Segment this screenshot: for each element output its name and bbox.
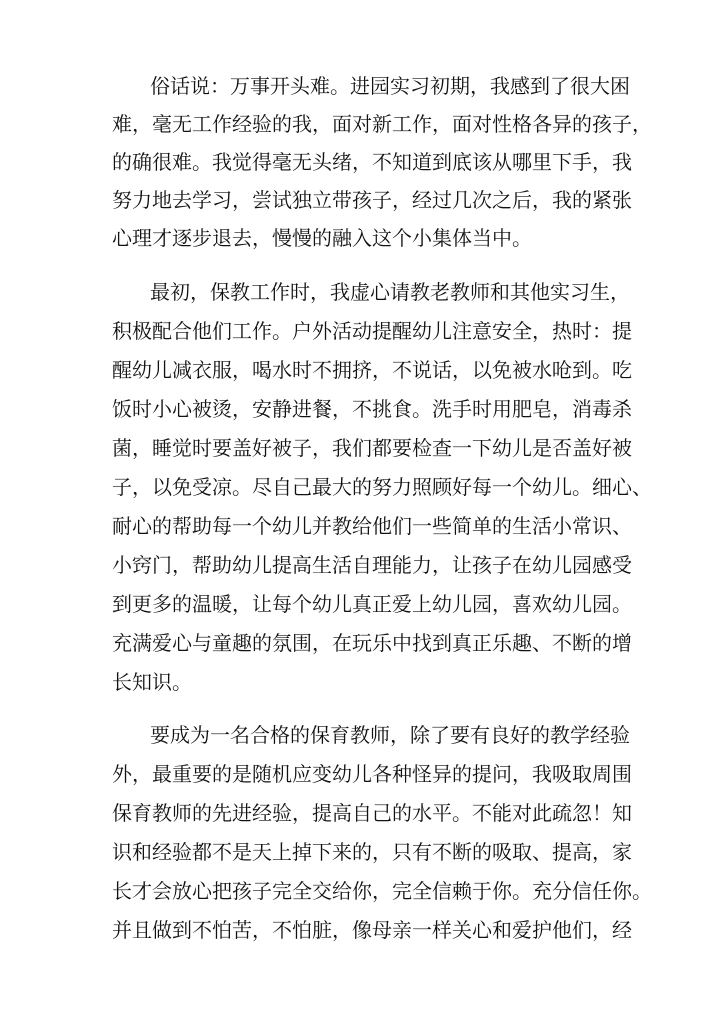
paragraph-line: 耐心的帮助每一个幼儿并教给他们一些简单的生活小常识、 xyxy=(112,514,632,538)
paragraph-line: 最初，保教工作时，我虚心请教老教师和其他实习生， xyxy=(150,280,630,304)
paragraph-line: 小窍门，帮助幼儿提高生活自理能力，让孩子在幼儿园感受 xyxy=(112,553,632,577)
paragraph-line: 保育教师的先进经验，提高自己的水平。不能对此疏忽！知 xyxy=(112,801,632,825)
paragraph-line: 积极配合他们工作。户外活动提醒幼儿注意安全，热时：提 xyxy=(112,319,632,343)
paragraph-line: 的确很难。我觉得毫无头绪，不知道到底该从哪里下手，我 xyxy=(112,150,632,174)
paragraph-line: 识和经验都不是天上掉下来的，只有不断的吸取、提高，家 xyxy=(112,840,632,864)
paragraph-line: 醒幼儿减衣服，喝水时不拥挤，不说话，以免被水呛到。吃 xyxy=(112,358,632,382)
paragraph-line: 努力地去学习，尝试独立带孩子，经过几次之后，我的紧张 xyxy=(112,188,632,212)
paragraph-line: 难，毫无工作经验的我，面对新工作，面对性格各异的孩子， xyxy=(112,112,652,136)
paragraph-line: 饭时小心被烫，安静进餐，不挑食。洗手时用肥皂，消毒杀 xyxy=(112,397,632,421)
paragraph-line: 菌，睡觉时要盖好被子，我们都要检查一下幼儿是否盖好被 xyxy=(112,436,632,460)
paragraph-line: 心理才逐步退去，慢慢的融入这个小集体当中。 xyxy=(112,226,532,250)
paragraph-line: 俗话说：万事开头难。进园实习初期，我感到了很大困 xyxy=(150,74,630,98)
paragraph-line: 长知识。 xyxy=(112,670,192,694)
paragraph-line: 外，最重要的是随机应变幼儿各种怪异的提问，我吸取周围 xyxy=(112,762,632,786)
paragraph-line: 长才会放心把孩子完全交给你，完全信赖于你。充分信任你。 xyxy=(112,879,652,903)
paragraph-line: 子，以免受凉。尽自己最大的努力照顾好每一个幼儿。细心、 xyxy=(112,475,652,499)
paragraph-line: 并且做到不怕苦，不怕脏，像母亲一样关心和爱护他们，经 xyxy=(112,918,632,942)
paragraph-line: 要成为一名合格的保育教师，除了要有良好的教学经验 xyxy=(150,723,630,747)
paragraph-line: 充满爱心与童趣的氛围，在玩乐中找到真正乐趣、不断的增 xyxy=(112,631,632,655)
paragraph-line: 到更多的温暖，让每个幼儿真正爱上幼儿园，喜欢幼儿园。 xyxy=(112,592,632,616)
